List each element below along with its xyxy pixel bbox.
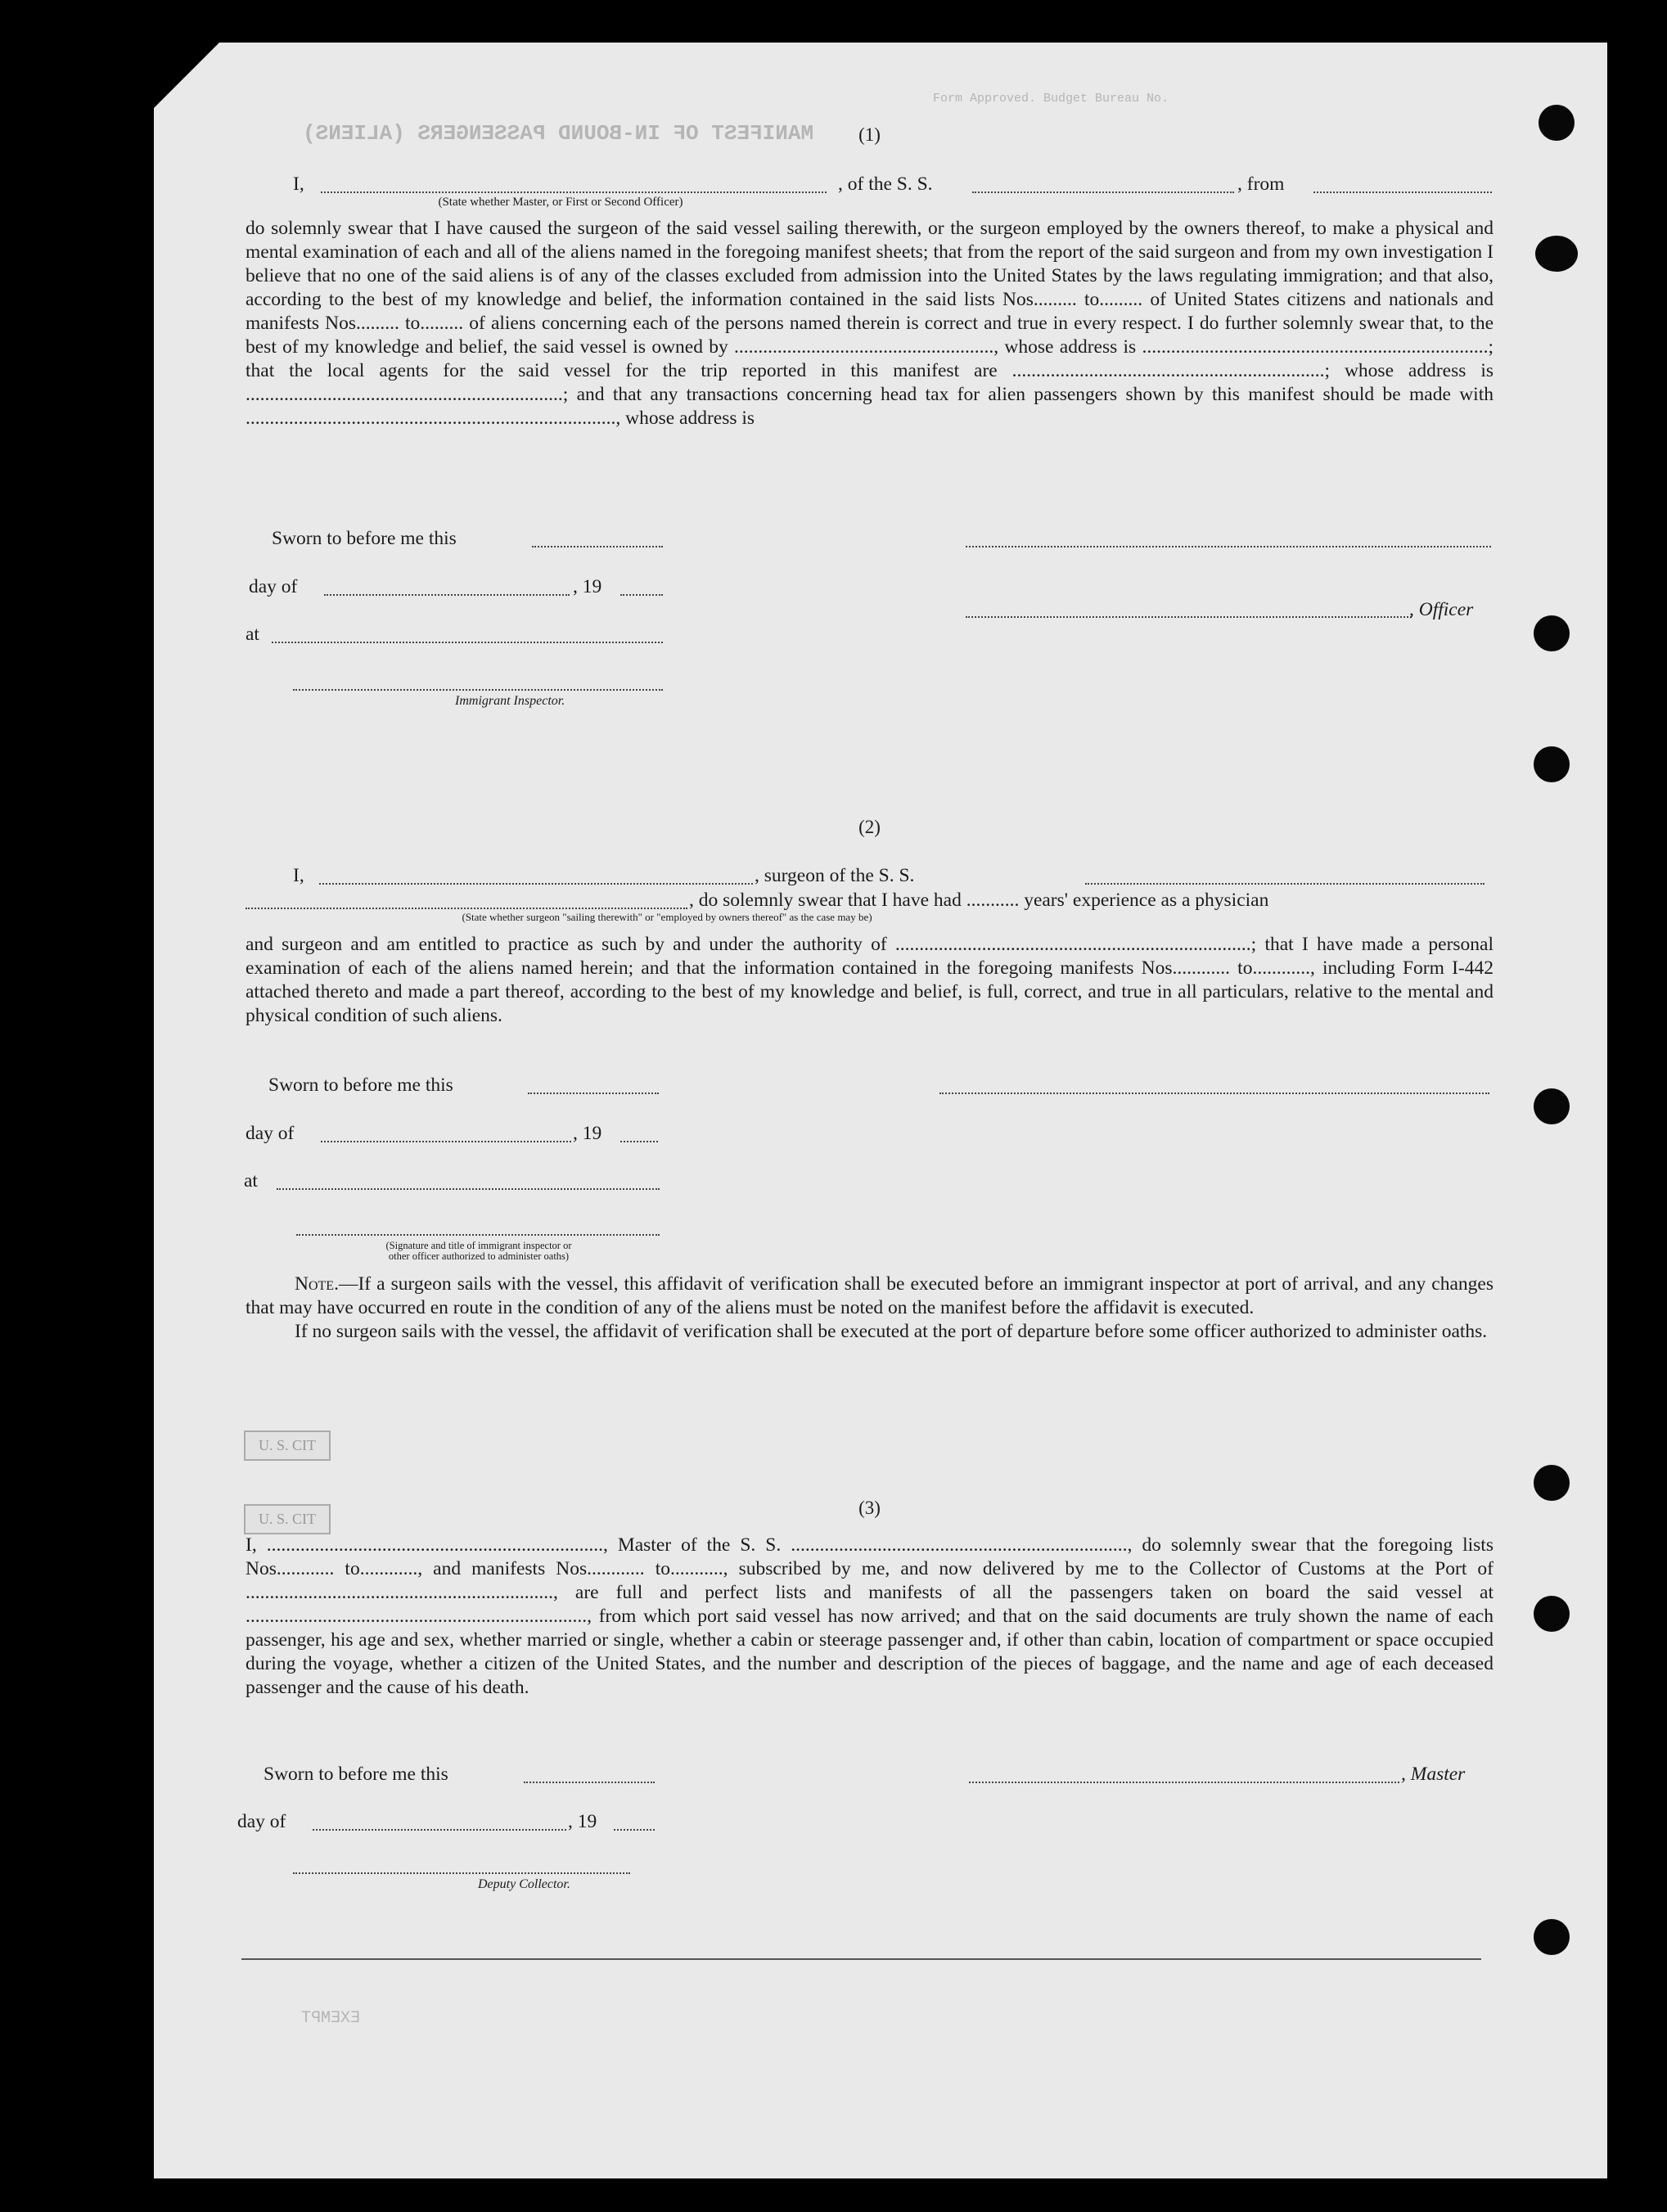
collector-caption: Deputy Collector. [478,1877,570,1891]
note-paragraph-2: If no surgeon sails with the vessel, the affidavit of verification shall be executed at the port of departure before some officer authorized to administer oaths. [295,1321,1488,1342]
signature-note [303,1241,655,1262]
ss-label: , of the S. S. [838,173,933,195]
sworn-label-2: Sworn to before me this [268,1074,453,1096]
punch-hole [1539,105,1575,141]
at-label-2: at [244,1170,258,1192]
section-3-paragraph: I, ......................................................................, Master of the S. S. ......................................................................, do solemnly swear that the foregoing lists Nos............ to............, and manifests Nos............ to..........., subscribed by me, and now delivered by me to the Collector of Customs at the Port of ................................................................, are full and perfect lists and manifests of all the passengers taken on board the said vessel at ......................................................................., from which port said vessel has now arrived; and that on the said documents are truly shown the name of each passenger, his age and sex, whether married or single, whether a cabin or steerage passenger and, if other than cabin, location of compartment or space occupied during the voyage, whether a citizen of the United States, and the number and description of the pieces of baggage, and the name and age of each deceased passenger and the cause of his death. [246,1534,1494,1698]
note-paragraph-1 [246,1273,1494,1320]
punch-hole [1534,1596,1570,1632]
year-label-1: , 19 [573,576,602,597]
month-field-2[interactable] [321,1141,571,1142]
punch-hole [1534,1919,1570,1955]
officer-label: , Officer [1409,599,1474,620]
ship-name-field[interactable] [972,191,1234,193]
section-2 [246,817,1494,853]
day-of-label-3: day of [237,1811,286,1832]
year-field-1[interactable] [620,594,663,596]
punch-hole [1534,1088,1570,1124]
collector-signature-field[interactable] [293,1872,630,1874]
signature-note-line-1: (Signature and title of immigrant inspector or [385,1240,572,1251]
surgeon-name-field[interactable] [319,883,753,885]
inspector-caption: Immigrant Inspector. [455,694,565,708]
surgeon-ship-field[interactable] [1085,883,1485,885]
note-label: Note. [295,1273,339,1295]
footer-stamp: EXEMPT [301,2009,361,2028]
master-label: , Master [1401,1764,1466,1785]
section-1-number: (1) [858,124,881,145]
inspector-signature-1[interactable] [293,689,663,691]
day-of-label-1: day of [249,576,298,597]
sworn-label-1: Sworn to before me this [272,528,457,549]
section-1 [246,124,1494,160]
officer-field[interactable] [966,616,1412,618]
month-field-1[interactable] [324,594,570,596]
section-2-paragraph: and surgeon and am entitled to practice as such by and under the authority of ..........................................................................; that I have made a personal examination of each of the aliens named herein; and that the information contained in the foregoing manifests Nos............ to............, including Form I-442 attached thereto and made a part thereof, according to the best of my knowledge and belief, is full, correct, and true in all particulars, relative to the mental and physical condition of such aliens. [246,934,1494,1026]
sworn-day-field-2[interactable] [528,1092,659,1094]
faint-header-form: Form Approved. Budget Bureau No. [933,92,1169,106]
folded-corner [154,43,219,108]
year-field-2[interactable] [620,1141,658,1142]
section-2-number: (2) [858,817,881,837]
seal-2-text: U. S. CIT [259,1511,317,1527]
year-label-3: , 19 [568,1811,597,1832]
punch-hole [1535,236,1578,272]
customs-seal-1 [244,1430,331,1461]
punch-hole [1534,615,1570,651]
surgeon-status-note: (State whether surgeon "sailing therewith" or "employed by owners thereof" as the case may be) [462,911,872,923]
at-field-1[interactable] [272,642,663,643]
signature-field-2[interactable] [939,1092,1489,1094]
sworn-day-field-1[interactable] [532,546,663,547]
seal-1-text: U. S. CIT [259,1437,317,1453]
note-text-1: —If a surgeon sails with the vessel, this affidavit of verification shall be executed before an immigrant inspector at port of arrival, and any changes that may have occurred en route in the condition of any of the aliens must be noted on the manifest before the affidavit is executed. [246,1273,1494,1318]
surgeon-line-label: I, [293,865,304,886]
at-field-2[interactable] [277,1188,660,1190]
signature-note-line-2: other officer authorized to administer oaths) [388,1250,570,1262]
year-label-2: , 19 [573,1123,602,1144]
surgeon-status-field[interactable] [246,908,687,909]
sworn-label-3: Sworn to before me this [264,1764,448,1785]
surgeon-experience-text: , do solemnly swear that I have had ........... years' experience as a physician [689,890,1269,911]
section-3 [246,1498,1494,1700]
master-signature-field[interactable] [969,1782,1399,1783]
bottom-rule [241,1958,1481,1960]
master-name-field[interactable] [321,191,827,193]
master-line-label: I, [293,173,304,195]
at-label-1: at [246,624,259,645]
surgeon-ss-label: , surgeon of the S. S. [755,865,915,886]
section-3-number: (3) [858,1498,881,1518]
note-block [246,1273,1494,1344]
sworn-day-field-3[interactable] [524,1782,655,1783]
section-2-body [246,933,1494,1028]
inspector-signature-2[interactable] [296,1234,660,1236]
signature-field-1[interactable] [966,546,1491,547]
from-port-field[interactable] [1313,191,1492,193]
month-field-3[interactable] [313,1829,566,1831]
day-of-label-2: day of [246,1123,295,1144]
punch-hole [1534,746,1570,782]
section-1-paragraph: do solemnly swear that I have caused the surgeon of the said vessel sailing therewith, or the surgeon employed by the owners thereof, to make a physical and mental examination of each and all of the aliens named in the foregoing manifest sheets; that from the report of the said surgeon and from my own investigation I believe that no one of the said aliens is of any of the classes excluded from admission into the United States by the laws regulating immigration; and that also, according to the best of my knowledge and belief, the information contained in the said lists Nos......... to......... of United States citizens and nationals and manifests Nos......... to......... of aliens concerning each of the persons named therein is correct and true in every respect. I do further solemnly swear that, to the best of my knowledge and belief, the said vessel is owned by ......................................................, whose address is ........................................................................; that the local agents for the said vessel for the trip reported in this manifest are .................................................................; whose address is ..................................................................; and that any transactions concerning head tax for alien passengers shown by this manifest should be made with ............................................................................., whose address is [246,218,1494,429]
from-label: , from [1237,173,1285,195]
punch-hole [1534,1465,1570,1501]
officer-rank-note: (State whether Master, or First or Second Officer) [438,196,683,209]
section-1-body [246,217,1494,430]
year-field-3[interactable] [614,1829,655,1831]
faint-header-title: MANIFEST OF IN-BOUND PASSENGERS (ALIENS) [303,121,814,146]
